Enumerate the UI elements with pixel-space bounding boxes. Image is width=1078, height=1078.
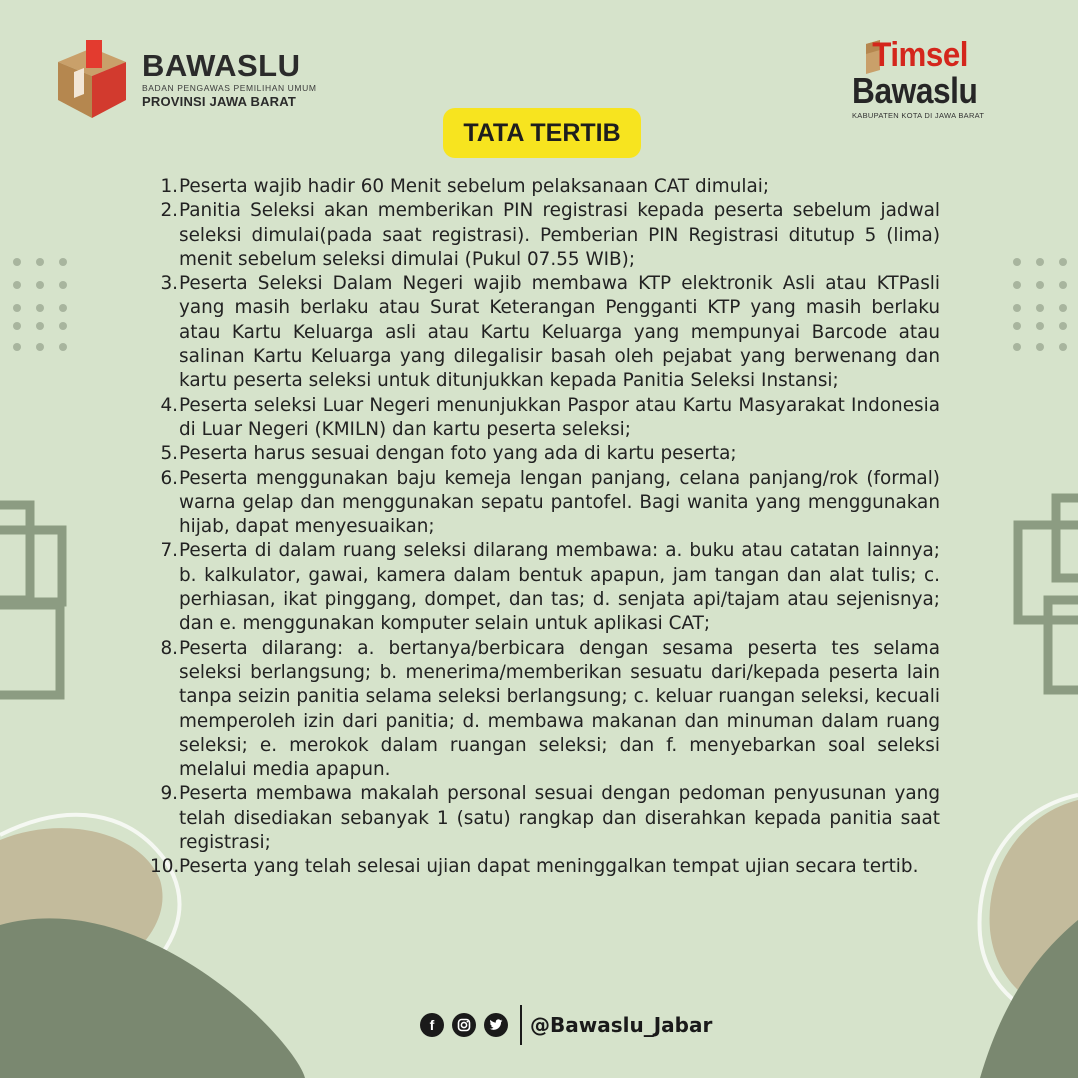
rule-text: Peserta membawa makalah personal sesuai dengan pedoman penyusunan yang telah disediakan sebanyak 1 (satu) rangkap dan diserahkan kepada panitia saat registrasi; xyxy=(179,783,940,854)
rule-text: Peserta Seleksi Dalam Negeri wajib membawa KTP elektronik Asli atau KTPasli yang masih berlaku atau Surat Keterangan Pengganti KTP yang masih berlaku atau Kartu Keluarga asli atau Kartu Keluarga yang mempunyai Barcode atau salinan Kartu Keluarga yang dilegalisir basah oleh pejabat yang berwenang dan kartu peserta seleksi untuk ditunjukkan kepada Panitia Seleksi Instansi; xyxy=(179,273,940,392)
rule-number: 1. xyxy=(160,176,178,197)
rule-number: 2. xyxy=(160,200,178,222)
timsel-subtitle: KABUPATEN KOTA DI JAWA BARAT xyxy=(852,111,985,120)
left-square-outlines xyxy=(0,505,62,695)
rule-item xyxy=(150,637,940,783)
rule-number: 8. xyxy=(160,637,178,659)
left-dark-blob xyxy=(0,918,305,1078)
rule-number: 4. xyxy=(160,394,178,416)
timsel-bawaslu-text: Bawaslu xyxy=(852,70,978,111)
rule-item xyxy=(150,467,940,540)
social-footer xyxy=(420,1005,712,1045)
rule-number: 3. xyxy=(160,273,178,295)
bawaslu-ballot-box-icon xyxy=(54,38,130,120)
brand-region: PROVINSI JAWA BARAT xyxy=(142,93,297,109)
rules-list xyxy=(150,175,940,880)
timsel-bawaslu-logo xyxy=(852,38,1002,120)
instagram-icon[interactable] xyxy=(452,1013,476,1037)
rule-number: 9. xyxy=(160,783,178,805)
rule-number: 7. xyxy=(160,540,178,562)
rule-text: Peserta dilarang: a. bertanya/berbicara dengan sesama peserta tes selama seleksi berlangsung; b. menerima/memberikan sesuatu dari/kepada peserta lain tanpa seizin panitia selama seleksi berlangsung; c. keluar ruangan seleksi, kecuali memperoleh izin dari panitia; d. membawa makanan dan minuman dalam ruang seleksi; e. merokok dalam ruangan seleksi; dan f. menyebarkan soal seleksi melalui media apapun. xyxy=(179,637,940,781)
bawaslu-logo xyxy=(54,38,317,120)
rule-item xyxy=(150,394,940,443)
rule-item xyxy=(150,175,940,199)
rule-text: Peserta yang telah selesai ujian dapat meninggalkan tempat ujian secara tertib. xyxy=(179,856,919,878)
right-square-outlines xyxy=(1018,498,1078,690)
left-dot-grid xyxy=(13,258,67,351)
rule-number: 5. xyxy=(160,443,178,465)
rule-number: 6. xyxy=(160,467,178,489)
rule-item xyxy=(150,272,940,393)
brand-subtitle: BADAN PENGAWAS PEMILIHAN UMUM xyxy=(142,82,317,93)
rule-item xyxy=(150,199,940,272)
twitter-icon[interactable] xyxy=(484,1013,508,1037)
rule-item xyxy=(150,539,940,636)
timsel-text: Timsel xyxy=(872,36,969,74)
rule-text: Panitia Seleksi akan memberikan PIN registrasi kepada peserta sebelum jadwal seleksi dimulai(pada saat registrasi). Pemberian PIN Registrasi ditutup 5 (lima) menit sebelum seleksi dimulai (Pukul 07.55 WIB); xyxy=(179,200,940,270)
rule-text: Peserta di dalam ruang seleksi dilarang membawa: a. buku atau catatan lainnya; b. kalkulator, gawai, kamera dalam bentuk apapun, jam tangan dan alat tulis; c. perhiasan, ikat pinggang, dompet, dan tas; d. senjata api/tajam atau sejenisnya; dan e. menggunakan komputer selain untuk aplikasi CAT; xyxy=(179,540,940,635)
rule-text: Peserta menggunakan baju kemeja lengan panjang, celana panjang/rok (formal) warna gelap dan menggunakan sepatu pantofel. Bagi wanita yang menggunakan hijab, dapat menyesuaikan; xyxy=(179,467,940,538)
rule-item xyxy=(150,855,940,879)
rule-text: Peserta wajib hadir 60 Menit sebelum pelaksanaan CAT dimulai; xyxy=(179,176,770,197)
footer-divider xyxy=(520,1005,522,1045)
rule-text: Peserta harus sesuai dengan foto yang ada di kartu peserta; xyxy=(179,443,737,465)
brand-name: BAWASLU xyxy=(142,47,301,83)
rule-item xyxy=(150,782,940,855)
facebook-icon[interactable]: f xyxy=(420,1013,444,1037)
page-title: TATA TERTIB xyxy=(443,108,641,158)
right-dot-grid xyxy=(1013,258,1067,351)
rule-item xyxy=(150,442,940,466)
rule-text: Peserta seleksi Luar Negeri menunjukkan Paspor atau Kartu Masyarakat Indonesia di Luar Negeri (KMILN) dan kartu peserta seleksi; xyxy=(179,394,940,440)
rule-number: 10. xyxy=(150,856,180,878)
social-handle[interactable]: @Bawaslu_Jabar xyxy=(530,1013,713,1037)
